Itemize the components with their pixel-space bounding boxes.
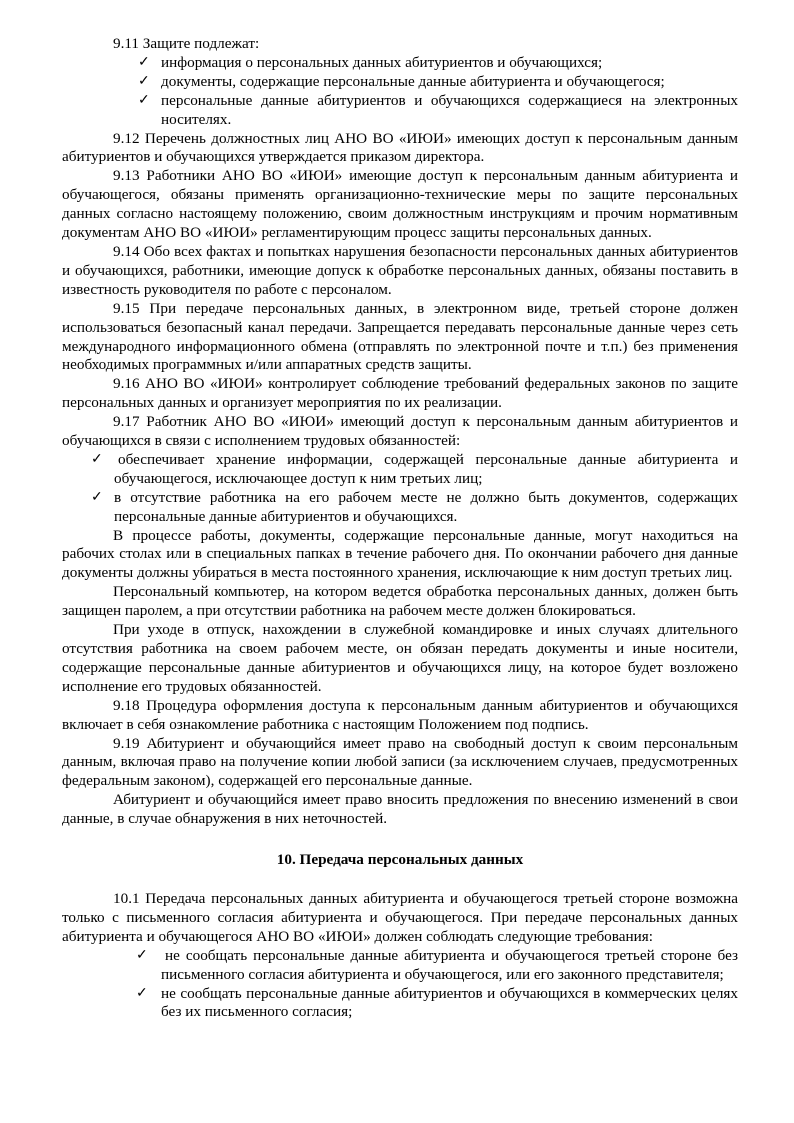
list-10-1	[62, 947, 738, 1023]
paragraph-computer: Персональный компьютер, на котором ведется обработка персональных данных, должен быть защищен паролем, а при отсутствии работника на рабочем месте должен блокироваться.	[62, 583, 738, 620]
list-9-11	[62, 54, 738, 130]
paragraph-right-changes: Абитуриент и обучающийся имеет право вносить предложения по внесению изменений в свои данные, в случае обнаружения в них неточностей.	[62, 791, 738, 828]
list-9-17	[62, 451, 738, 527]
list-item-text: не сообщать персональные данные абитуриента и обучающегося третьей стороне без письменного согласия абитуриента и обучающегося, или его законного представителя;	[161, 946, 738, 983]
checkmark-icon: ✓	[138, 92, 150, 108]
list-item-text: обеспечивает хранение информации, содержащей персональные данные абитуриента и обучающегося, исключающее доступ к ним третьих лиц;	[114, 450, 738, 487]
paragraph-9-11: 9.11 Защите подлежат:	[113, 35, 260, 52]
list-item	[62, 947, 738, 985]
list-item	[62, 489, 738, 527]
paragraph-9-13: 9.13 Работники АНО ВО «ИЮИ» имеющие доступ к персональным данным абитуриента и обучающегося, обязаны применять организационно-технические меры по защите персональных данных согласно настоящему положению, своим должностным инструкциям и прочим нормативным документам АНО ВО «ИЮИ» регламентирующим процесс защиты персональных данных.	[62, 167, 738, 242]
list-item-text: информация о персональных данных абитуриентов и обучающихся;	[161, 53, 603, 71]
paragraph-10-1: 10.1 Передача персональных данных абитуриента и обучающегося третьей стороне возможна только с письменного согласия абитуриента и обучающегося. При передаче персональных данных абитуриента и обучающегося АНО ВО «ИЮИ» должен соблюдать следующие требования:	[62, 889, 738, 945]
paragraph-9-14: 9.14 Обо всех фактах и попытках нарушения безопасности персональных данных абитуриентов и обучающихся, работники, имеющие допуск к обработке персональных данных, обязаны поставить в известность руководителя по работе с персоналом.	[62, 242, 738, 298]
paragraph-9-19: 9.19 Абитуриент и обучающийся имеет право на свободный доступ к своим персональным данным, включая право на получение копии любой записи (за исключением случаев, предусмотренных федеральным законом), содержащей его персональные данные.	[62, 734, 738, 790]
paragraph-9-18: 9.18 Процедура оформления доступа к персональным данным абитуриентов и обучающихся включает в себя ознакомление работника с настоящим Положением под подпись.	[62, 696, 738, 733]
paragraph-9-15: 9.15 При передаче персональных данных, в электронном виде, третьей стороне должен использоваться безопасный канал передачи. Запрещается передавать персональные данные через сеть международного информационного обмена (отправлять по электронной почте и т.п.) без применения необходимых программных и/или аппаратных средств защиты.	[62, 299, 738, 374]
section-10-heading: 10. Передача персональных данных	[276, 851, 524, 869]
document-page	[62, 35, 738, 1022]
list-item	[62, 985, 738, 1023]
list-item	[62, 451, 738, 489]
list-item	[62, 73, 738, 92]
checkmark-icon: ✓	[138, 73, 150, 89]
paragraph-work-process: В процессе работы, документы, содержащие персональные данные, могут находиться на рабочих столах или в специальных папках в течение рабочего дня. По окончании рабочего дня данные документы должны убираться в места постоянного хранения, исключающие к ним доступ третьих лиц.	[62, 526, 738, 582]
paragraph-9-17: 9.17 Работник АНО ВО «ИЮИ» имеющий доступ к персональным данным абитуриентов и обучающихся в связи с исполнением трудовых обязанностей:	[62, 413, 738, 450]
checkmark-icon: ✓	[91, 451, 103, 467]
list-item-text: в отсутствие работника на его рабочем месте не должно быть документов, содержащих персональные данные абитуриентов и обучающихся.	[114, 488, 738, 525]
list-item	[62, 92, 738, 130]
checkmark-icon: ✓	[136, 947, 148, 963]
list-item-text: не сообщать персональные данные абитуриентов и обучающихся в коммерческих целях без их письменного согласия;	[161, 984, 738, 1021]
paragraph-vacation: При уходе в отпуск, нахождении в служебной командировке и иных случаях длительного отсутствия работника на своем рабочем месте, он обязан передать документы и иные носители, содержащие персональные данные абитуриентов и обучающихся лицу, на которое будет возложено исполнение его трудовых обязанностей.	[62, 621, 738, 695]
checkmark-icon: ✓	[91, 489, 103, 505]
paragraph-9-16: 9.16 АНО ВО «ИЮИ» контролирует соблюдение требований федеральных законов по защите персональных данных и организует мероприятия по их реализации.	[62, 375, 738, 412]
list-item-text: документы, содержащие персональные данные абитуриента и обучающегося;	[161, 72, 665, 90]
paragraph-9-12: 9.12 Перечень должностных лиц АНО ВО «ИЮИ» имеющих доступ к персональным данным абитуриентов и обучающихся утверждается приказом директора.	[62, 129, 738, 166]
checkmark-icon: ✓	[138, 54, 150, 70]
checkmark-icon: ✓	[136, 985, 148, 1001]
list-item	[62, 54, 738, 73]
list-item-text: персональные данные абитуриентов и обучающихся содержащиеся на электронных носителях.	[161, 91, 738, 128]
